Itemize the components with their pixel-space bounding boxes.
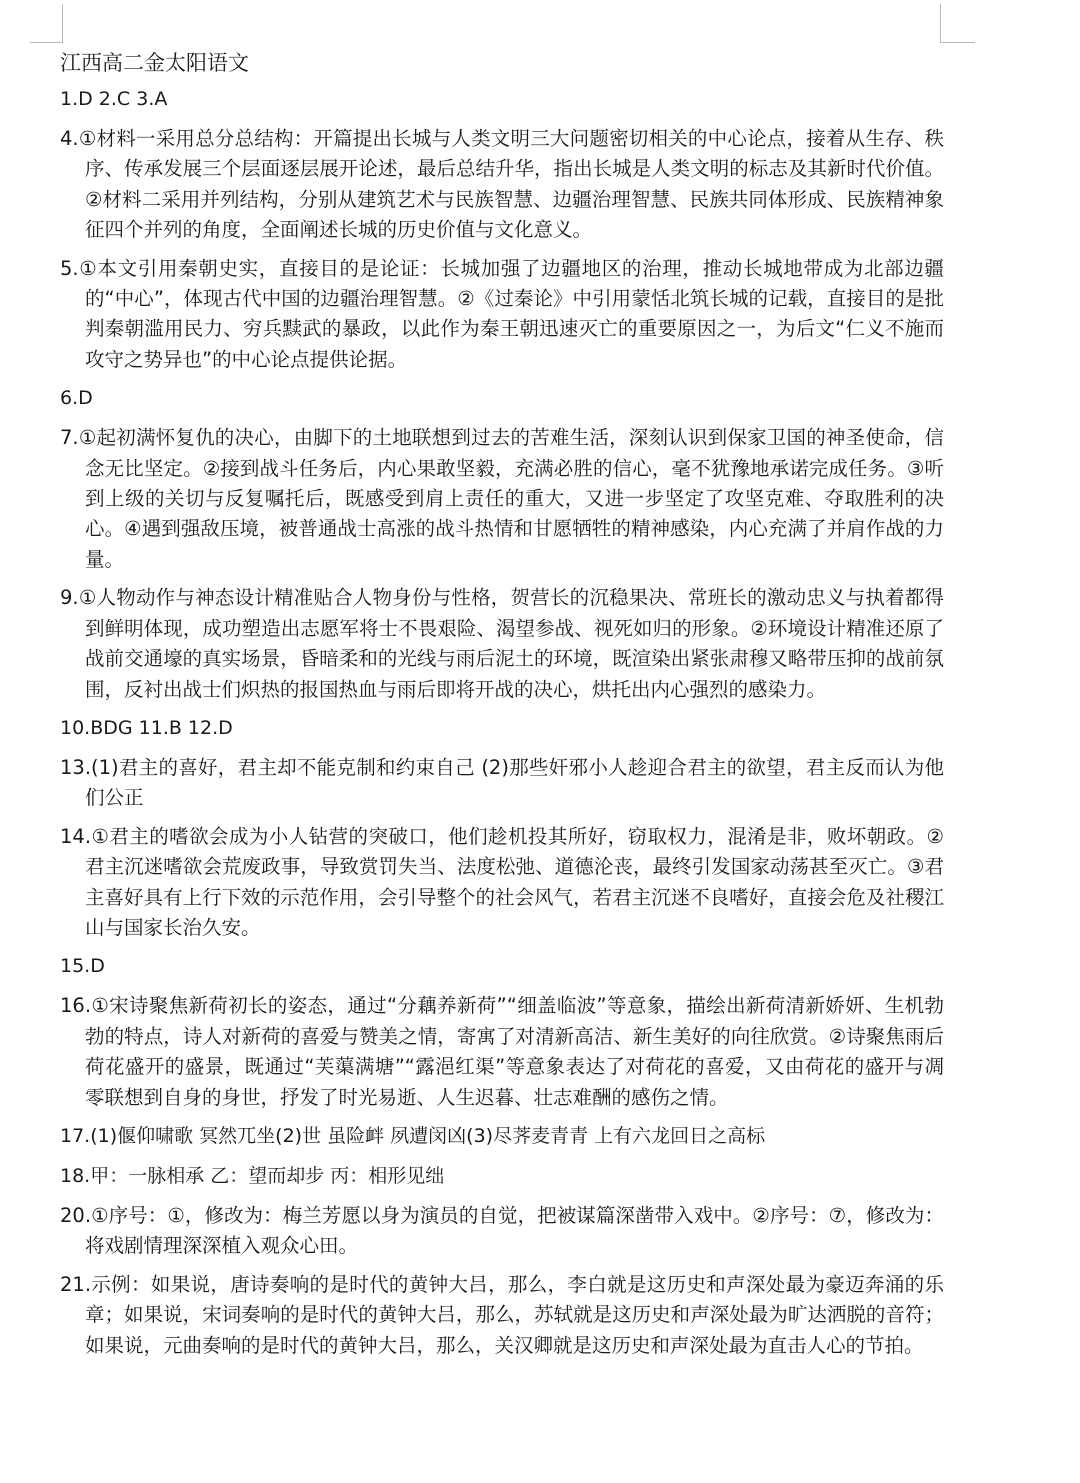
answer-17: 17.(1)偃仰啸歌 冥然兀坐(2)世 虽险衅 夙遭闵凶(3)尽荠麦青青 上有六龙回日之高标 bbox=[60, 1124, 766, 1147]
crop-mark-top-right bbox=[940, 4, 975, 43]
answer-15: 15.D bbox=[60, 955, 105, 978]
answer-6: 6.D bbox=[60, 387, 93, 410]
document-body bbox=[60, 46, 944, 1369]
answer-16: 16.①宋诗聚焦新荷初长的姿态，通过“分藕养新荷”“细盖临波”等意象，描绘出新荷清新娇妍、生机勃勃的特点，诗人对新荷的喜爱与赞美之情，寄寓了对清新高洁、新生美好的向往欣赏。②诗聚焦雨后荷花盛开的盛景，既通过“芙蕖满塘”“露浥红渠”等意象表达了对荷花的喜爱，又由荷花的盛开与凋零联想到自身的身世，抒发了时光易逝、人生迟暮、壮志难酬的感伤之情。 bbox=[60, 994, 944, 1109]
answer-18: 18.甲：一脉相承 乙：望而却步 丙：相形见绌 bbox=[60, 1164, 445, 1187]
answer-4: 4.①材料一采用总分总结构：开篇提出长城与人类文明三大问题密切相关的中心论点，接着从生存、秩序、传承发展三个层面逐层展开论述，最后总结升华，指出长城是人类文明的标志及其新时代价值。②材料二采用并列结构，分别从建筑艺术与民族智慧、边疆治理智慧、民族共同体形成、民族精神象征四个并列的角度，全面阐述长城的历史价值与文化意义。 bbox=[60, 127, 944, 242]
answer-9: 9.①人物动作与神态设计精准贴合人物身份与性格，贺营长的沉稳果决、常班长的激动忠义与执着都得到鲜明体现，成功塑造出志愿军将士不畏艰险、渴望参战、视死如归的形象。②环境设计精准还原了战前交通壕的真实场景，昏暗柔和的光线与雨后泥土的环境，既渲染出紧张肃穆又略带压抑的战前氛围，反衬出战士们炽热的报国热血与雨后即将开战的决心，烘托出内心强烈的感染力。 bbox=[60, 586, 944, 701]
answer-7: 7.①起初满怀复仇的决心，由脚下的土地联想到过去的苦难生活，深刻认识到保家卫国的神圣使命，信念无比坚定。②接到战斗任务后，内心果敢坚毅，充满必胜的信心，毫不犹豫地承诺完成任务。③听到上级的关切与反复嘱托后，既感受到肩上责任的重大，又进一步坚定了攻坚克难、夺取胜利的决心。④遇到强敌压境，被普通战士高涨的战斗热情和甘愿牺牲的精神感染，内心充满了并肩作战的力量。 bbox=[60, 426, 944, 571]
answer-21: 21.示例：如果说，唐诗奏响的是时代的黄钟大吕，那么，李白就是这历史和声深处最为豪迈奔涌的乐章；如果说，宋词奏响的是时代的黄钟大吕，那么，苏轼就是这历史和声深处最为旷达洒脱的音符；如果说，元曲奏响的是时代的黄钟大吕，那么，关汉卿就是这历史和声深处最为直击人心的节拍。 bbox=[60, 1272, 944, 1357]
answer-5: 5.①本文引用秦朝史实，直接目的是论证：长城加强了边疆地区的治理，推动长城地带成为北部边疆的“中心”，体现古代中国的边疆治理智慧。②《过秦论》中引用蒙恬北筑长城的记载，直接目的是批判秦朝滥用民力、穷兵黩武的暴政，以此作为秦王朝迅速灭亡的重要原因之一，为后文“仁义不施而攻守之势异也”的中心论点提供论据。 bbox=[60, 256, 944, 371]
answer-14: 14.①君主的嗜欲会成为小人钻营的突破口，他们趁机投其所好，窃取权力，混淆是非，败坏朝政。②君主沉迷嗜欲会荒废政事，导致赏罚失当、法度松弛、道德沦丧，最终引发国家动荡甚至灭亡。③君主喜好具有上行下效的示范作用，会引导整个的社会风气，若君主沉迷不良嗜好，直接会危及社稷江山与国家长治久安。 bbox=[60, 824, 944, 939]
answer-20: 20.①序号：①，修改为：梅兰芳愿以身为演员的自觉，把被谋篇深凿带入戏中。②序号：⑦，修改为：将戏剧情理深深植入观众心田。 bbox=[60, 1203, 944, 1258]
answer-1-3: 1.D 2.C 3.A bbox=[60, 88, 168, 110]
crop-mark-top-left bbox=[30, 4, 63, 43]
page-title: 江西高二金太阳语文 bbox=[60, 51, 249, 75]
answer-13: 13.(1)君主的喜好，君主却不能克制和约束自己 (2)那些奸邪小人趁迎合君主的欲望，君主反而认为他们公正 bbox=[60, 755, 944, 810]
answer-10-12: 10.BDG 11.B 12.D bbox=[60, 716, 233, 739]
